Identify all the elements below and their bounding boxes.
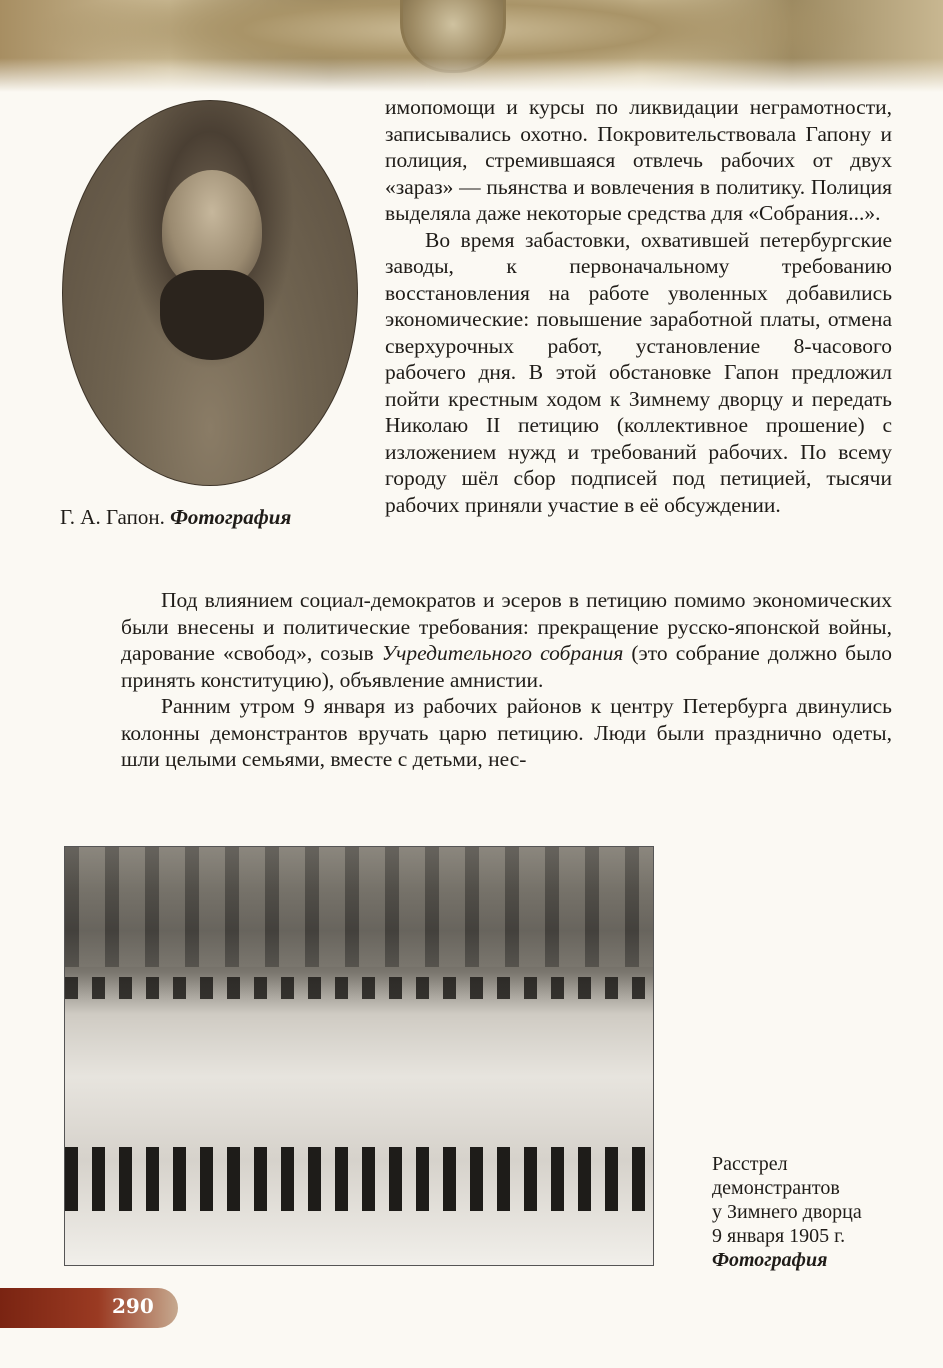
banner-medallion: [400, 0, 506, 73]
distant-crowd: [65, 977, 653, 999]
execution-photo: [64, 846, 654, 1266]
paragraph-text: (это собрание должно было принять конституцию), объявление амнистии.: [121, 641, 893, 692]
soldier-line: [65, 1147, 653, 1211]
portrait-caption-name: Г. А. Гапон.: [60, 505, 165, 529]
top-banner: [0, 0, 943, 92]
photo-caption-line: 9 января 1905 г.: [712, 1225, 846, 1247]
paragraph-text: Под влиянием социал-демократов и эсеров в петицию помимо экономических были внесены и политические требования: прекращение русско-японской войны, дарование «свобод», созыв: [121, 588, 892, 665]
photo-caption-line: Расстрел: [712, 1153, 788, 1175]
paragraph: [121, 587, 892, 693]
full-width-text: [121, 587, 892, 773]
photo-caption: [712, 1152, 912, 1272]
portrait-caption-kind: Фотография: [170, 505, 292, 529]
right-column-text: [385, 94, 892, 518]
portrait-caption: [60, 503, 360, 531]
photo-caption-line: демонстрантов: [712, 1177, 840, 1199]
paragraph: Ранним утром 9 января из рабочих районов к центру Петербурга двинулись колонны демонстрантов вручать царю петицию. Люди были празднично одеты, шли целыми семьями, вместе с детьми, нес-: [121, 694, 892, 771]
portrait-photo: [62, 100, 358, 486]
photo-caption-line: у Зимнего дворца: [712, 1201, 862, 1223]
paragraph: имопомощи и курсы по ликвидации неграмотности, записывались охотно. Покровительствовала Гапону и полиция, стремившаяся отвлечь рабочих от двух «зараз» — пьянства и вовлечения в политику. Полиция выделяла даже некоторые средства для «Собрания...».: [385, 95, 892, 225]
photo-caption-kind: Фотография: [712, 1249, 828, 1271]
term-uchreditelnoe-sobranie: Учредительного собрания: [381, 641, 624, 665]
page-number: 290: [112, 1294, 154, 1318]
paragraph: Во время забастовки, охватившей петербургские заводы, к первоначальному требованию восстановления на работе уволенных добавились экономические: повышение заработной платы, отмена сверхурочных работ, установление 8-часового рабочего дня. В этой обстановке Гапон предложил пойти крестным ходом к Зимнему дворцу и передать Николаю II петицию (коллективное прошение) с изложением нужд и требований рабочих. По всему городу шёл сбор подписей под петицией, тысячи рабочих приняли участие в её обсуждении.: [385, 227, 892, 517]
